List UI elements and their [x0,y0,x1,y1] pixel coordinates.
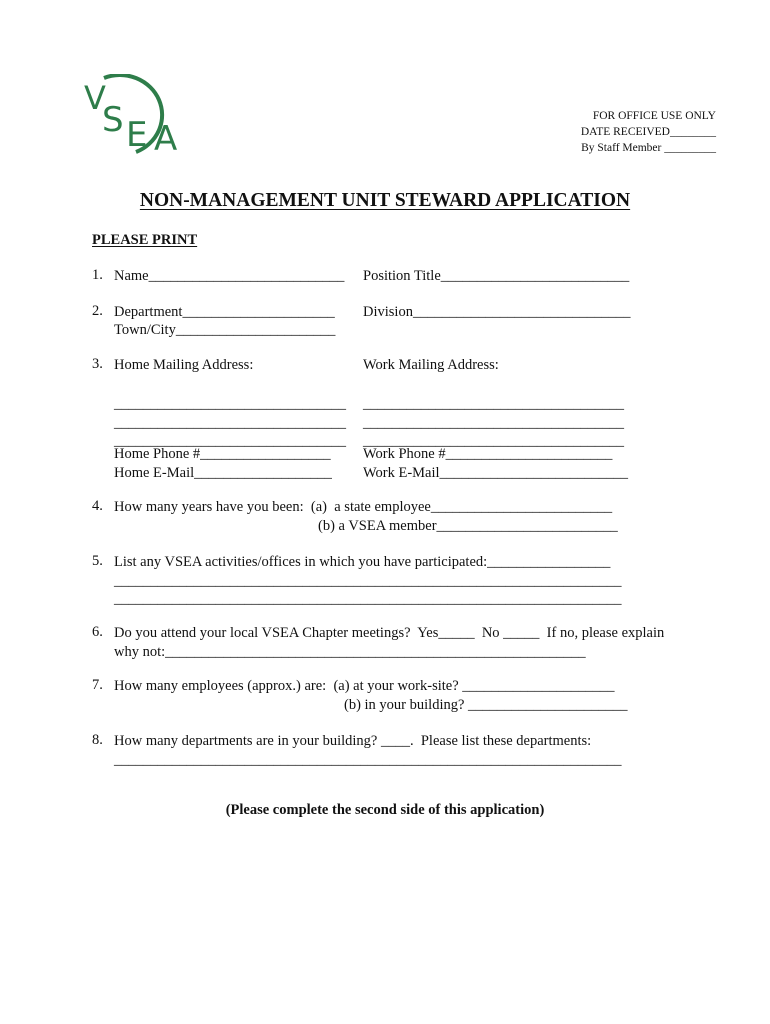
departments-list-line[interactable]: ______________________________________________________________________ [114,752,622,768]
svg-text:E: E [126,115,148,154]
name-field[interactable]: Name___________________________ [114,268,345,284]
departments-count-field[interactable]: How many departments are in your building? ____. Please list these departments: [114,733,592,749]
work-address-line[interactable]: ____________________________________ [363,396,624,412]
page-title: NON-MANAGEMENT UNIT STEWARD APPLICATION [139,190,631,211]
why-not-field[interactable]: why not:__________________________________________________________ [114,644,586,660]
employees-building-field[interactable]: (b) in your building? ______________________ [344,697,628,713]
chapter-meetings-field[interactable]: Do you attend your local VSEA Chapter meetings? Yes_____ No _____ If no, please explain [114,625,665,641]
q2-number: 2. [92,303,103,319]
home-address-line[interactable]: ________________________________ [114,396,346,412]
vsea-activities-field[interactable]: List any VSEA activities/offices in which you have participated:_________________ [114,554,611,570]
department-field[interactable]: Department_____________________ [114,304,335,320]
page-title-wrap [0,190,770,212]
office-use-heading: FOR OFFICE USE ONLY [592,110,716,122]
home-address-line[interactable]: ________________________________ [114,415,346,431]
q4-number: 4. [92,498,103,514]
date-received-field[interactable]: DATE RECEIVED________ [580,126,716,138]
work-email-field[interactable]: Work E-Mail__________________________ [363,465,629,481]
state-employee-years-field[interactable]: How many years have you been: (a) a state employee_________________________ [114,499,613,515]
q5-number: 5. [92,553,103,569]
employees-worksite-field[interactable]: How many employees (approx.) are: (a) at your work-site? _____________________ [114,678,615,694]
division-field[interactable]: Division______________________________ [363,304,631,320]
home-email-field[interactable]: Home E-Mail___________________ [114,465,332,481]
work-address-line[interactable]: ____________________________________ [363,415,624,431]
vsea-activities-line[interactable]: ______________________________________________________________________ [114,573,622,589]
town-city-field[interactable]: Town/City______________________ [114,322,336,338]
q8-number: 8. [92,732,103,748]
work-mailing-label: Work Mailing Address: [363,357,499,373]
svg-text:S: S [102,100,124,140]
work-address-line[interactable]: ____________________________________ [363,433,624,449]
home-phone-field[interactable]: Home Phone #__________________ [114,446,331,462]
vsea-logo [82,74,188,154]
svg-text:A: A [154,119,178,154]
home-address-line[interactable]: ________________________________ [114,433,346,449]
vsea-activities-line[interactable]: ______________________________________________________________________ [114,591,622,607]
position-title-field[interactable]: Position Title__________________________ [363,268,630,284]
second-side-note: (Please complete the second side of this application) [225,802,545,818]
office-use-block [581,108,716,156]
q3-number: 3. [92,356,103,372]
svg-text:V: V [84,79,106,117]
q6-number: 6. [92,624,103,640]
home-mailing-label: Home Mailing Address: [114,357,254,373]
q1-number: 1. [92,267,103,283]
q7-number: 7. [92,677,103,693]
vsea-member-years-field[interactable]: (b) a VSEA member_________________________ [318,518,618,534]
please-print-heading: PLEASE PRINT [92,232,198,248]
staff-member-field[interactable]: By Staff Member _________ [581,142,716,154]
work-phone-field[interactable]: Work Phone #_______________________ [363,446,613,462]
